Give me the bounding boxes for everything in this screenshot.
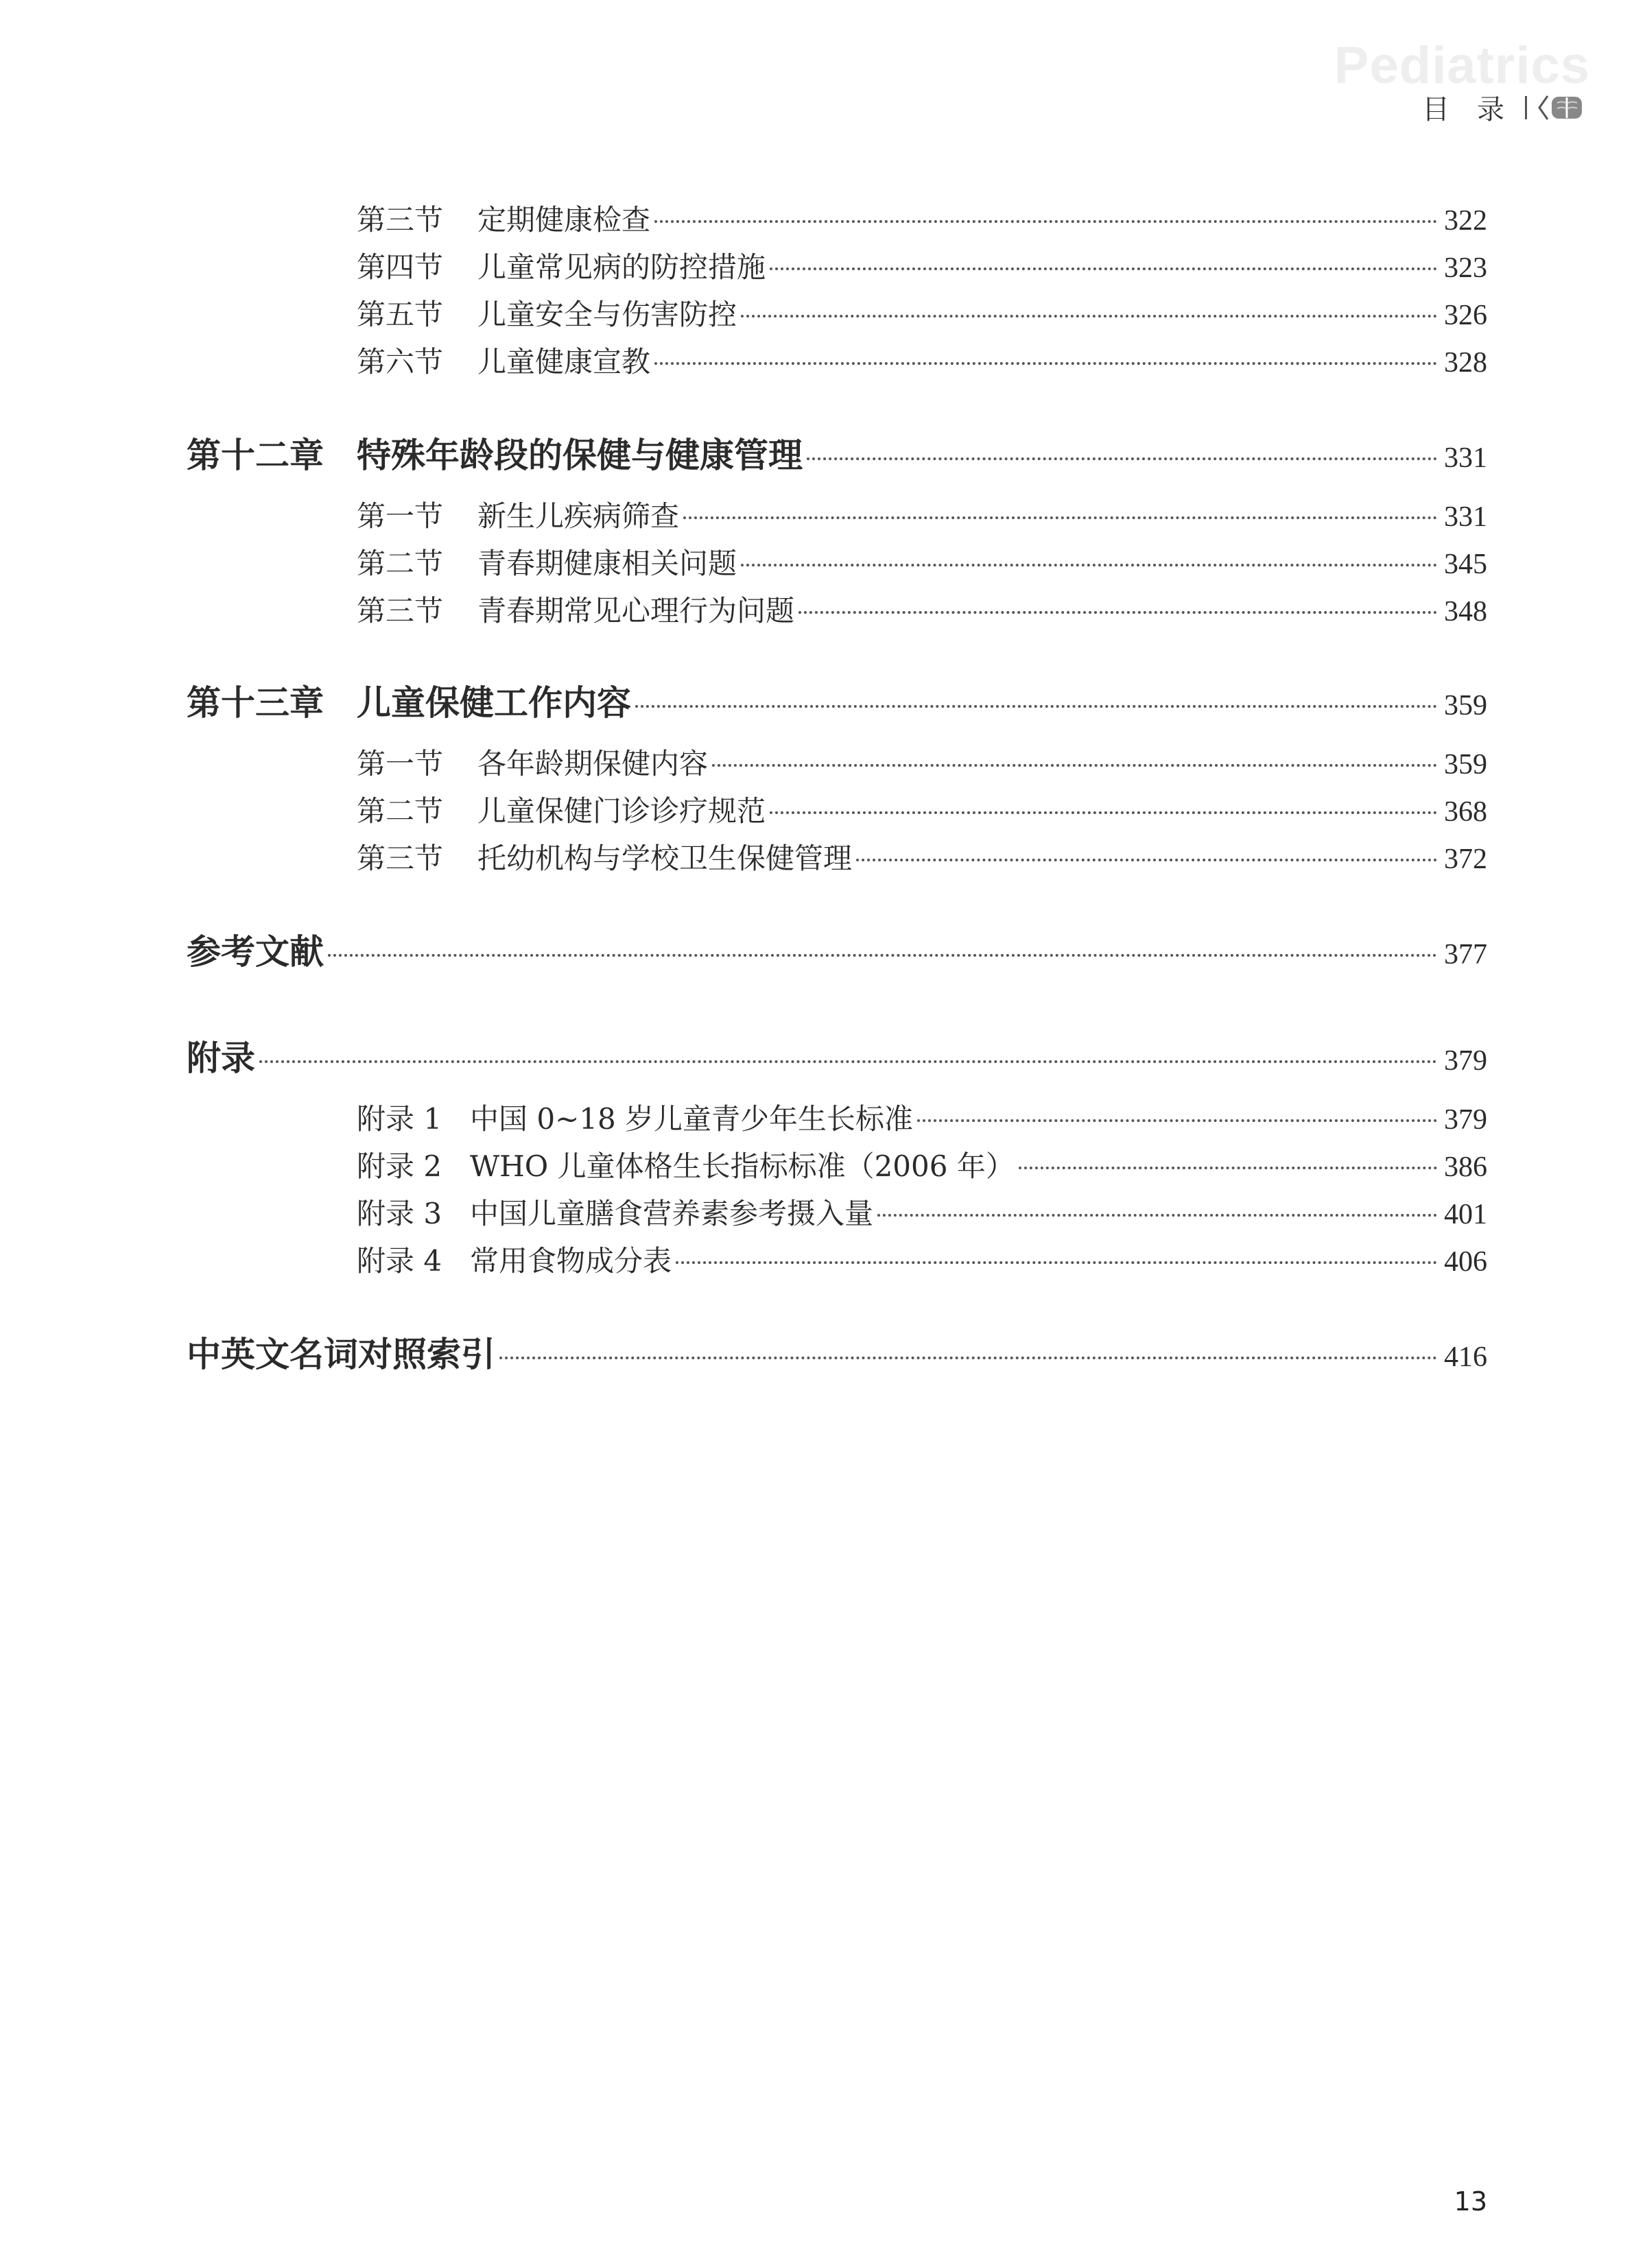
toc-entry[interactable] — [357, 541, 1487, 582]
page-ref: 416 — [1444, 1341, 1487, 1373]
dot-leader — [770, 267, 1437, 270]
page-ref: 322 — [1444, 205, 1487, 237]
section-number: 第五节 — [357, 298, 444, 331]
appendix-number: 附录 1 — [357, 1102, 442, 1136]
dot-leader — [712, 764, 1437, 767]
toc-entry[interactable] — [357, 836, 1487, 877]
page-ref: 379 — [1444, 1104, 1487, 1136]
section-number: 第四节 — [357, 250, 444, 284]
dot-leader — [328, 954, 1437, 957]
dot-leader — [259, 1060, 1437, 1063]
dot-leader — [798, 611, 1437, 614]
toc-entry[interactable] — [357, 741, 1487, 783]
dot-leader — [676, 1261, 1437, 1264]
toc-entry[interactable] — [357, 494, 1487, 535]
section-title: 托幼机构与学校卫生保健管理 — [477, 841, 853, 875]
page-ref: 386 — [1444, 1151, 1487, 1183]
section-title: 各年龄期保健内容 — [477, 747, 709, 780]
toc-entry[interactable] — [357, 292, 1487, 333]
index-title: 中英文名词对照索引 — [187, 1335, 495, 1374]
chapter-title: 特殊年龄段的保健与健康管理 — [357, 435, 803, 475]
toc-entry[interactable] — [357, 339, 1487, 381]
page-ref: 323 — [1444, 252, 1487, 284]
section-number: 第一节 — [357, 747, 444, 780]
appendix-item-title: 常用食物成分表 — [470, 1244, 672, 1278]
page-ref: 377 — [1444, 939, 1487, 970]
section-title: 定期健康检查 — [477, 203, 651, 237]
section-title: 儿童保健门诊诊疗规范 — [477, 794, 766, 828]
dot-leader — [683, 516, 1437, 519]
dot-leader — [877, 1214, 1437, 1217]
page-ref: 348 — [1444, 596, 1487, 628]
page-ref: 331 — [1444, 501, 1487, 533]
toc-chapter-entry[interactable] — [187, 1327, 1487, 1374]
chapter-title: 儿童保健工作内容 — [357, 683, 631, 723]
section-number: 第二节 — [357, 547, 444, 580]
page-ref: 345 — [1444, 549, 1487, 580]
appendix-item-title: 中国 0~18 岁儿童青少年生长标准 — [470, 1102, 914, 1136]
page-ref: 401 — [1444, 1199, 1487, 1230]
header-divider — [1525, 96, 1527, 119]
section-title: 青春期健康相关问题 — [477, 547, 737, 580]
section-title: 儿童安全与伤害防控 — [477, 298, 737, 331]
appendix-item-title: WHO 儿童体格生长指标标准（2006 年） — [470, 1149, 1015, 1183]
book-icon — [1538, 93, 1593, 122]
section-number: 第三节 — [357, 203, 444, 237]
page-ref: 379 — [1444, 1045, 1487, 1077]
toc-chapter-entry[interactable] — [187, 676, 1487, 723]
dot-leader — [654, 362, 1437, 365]
toc-entry[interactable] — [357, 1144, 1487, 1185]
appendix-item-title: 中国儿童膳食营养素参考摄入量 — [470, 1197, 874, 1230]
dot-leader — [654, 220, 1437, 223]
page-ref: 359 — [1444, 749, 1487, 780]
appendix-title: 附录 — [187, 1038, 255, 1078]
appendix-number: 附录 2 — [357, 1149, 442, 1183]
toc-entry[interactable] — [357, 1097, 1487, 1138]
toc-entry[interactable] — [357, 588, 1487, 630]
section-number: 第二节 — [357, 794, 444, 828]
page-ref: 406 — [1444, 1246, 1487, 1278]
dot-leader — [741, 564, 1437, 566]
dot-leader — [770, 811, 1437, 814]
section-title: 儿童常见病的防控措施 — [477, 250, 766, 284]
page-ref: 331 — [1444, 442, 1487, 474]
dot-leader — [856, 859, 1437, 861]
running-title: 目 录 — [1422, 94, 1504, 126]
dot-leader — [807, 457, 1437, 460]
section-title: 青春期常见心理行为问题 — [477, 594, 795, 628]
section-title: 新生儿疾病筛查 — [477, 499, 680, 533]
toc-entry[interactable] — [357, 1191, 1487, 1232]
toc-entry[interactable] — [357, 1239, 1487, 1280]
page-ref: 326 — [1444, 300, 1487, 331]
section-number: 第三节 — [357, 594, 444, 628]
chapter-number: 第十三章 — [187, 683, 324, 723]
appendix-number: 附录 4 — [357, 1244, 442, 1278]
page-ref: 328 — [1444, 347, 1487, 379]
section-number: 第三节 — [357, 841, 444, 875]
dot-leader — [917, 1119, 1437, 1122]
page-ref: 368 — [1444, 796, 1487, 828]
toc-entry[interactable] — [357, 789, 1487, 830]
page-ref: 359 — [1444, 690, 1487, 721]
page-ref: 372 — [1444, 844, 1487, 875]
dot-leader — [635, 705, 1437, 708]
toc-chapter-entry[interactable] — [187, 924, 1487, 972]
toc-chapter-entry[interactable] — [187, 428, 1487, 475]
references-title: 参考文献 — [187, 932, 324, 972]
toc-entry[interactable] — [357, 245, 1487, 286]
toc-entry[interactable] — [357, 198, 1487, 239]
chapter-number: 第十二章 — [187, 435, 324, 475]
dot-leader — [499, 1357, 1437, 1359]
section-number: 第六节 — [357, 345, 444, 379]
pediatrics-watermark: Pediatrics — [1334, 36, 1590, 95]
toc-chapter-entry[interactable] — [187, 1031, 1487, 1078]
appendix-number: 附录 3 — [357, 1197, 442, 1230]
section-title: 儿童健康宣教 — [477, 345, 651, 379]
section-number: 第一节 — [357, 499, 444, 533]
dot-leader — [1019, 1167, 1437, 1169]
page-number: 13 — [1454, 2186, 1487, 2217]
dot-leader — [741, 315, 1437, 318]
